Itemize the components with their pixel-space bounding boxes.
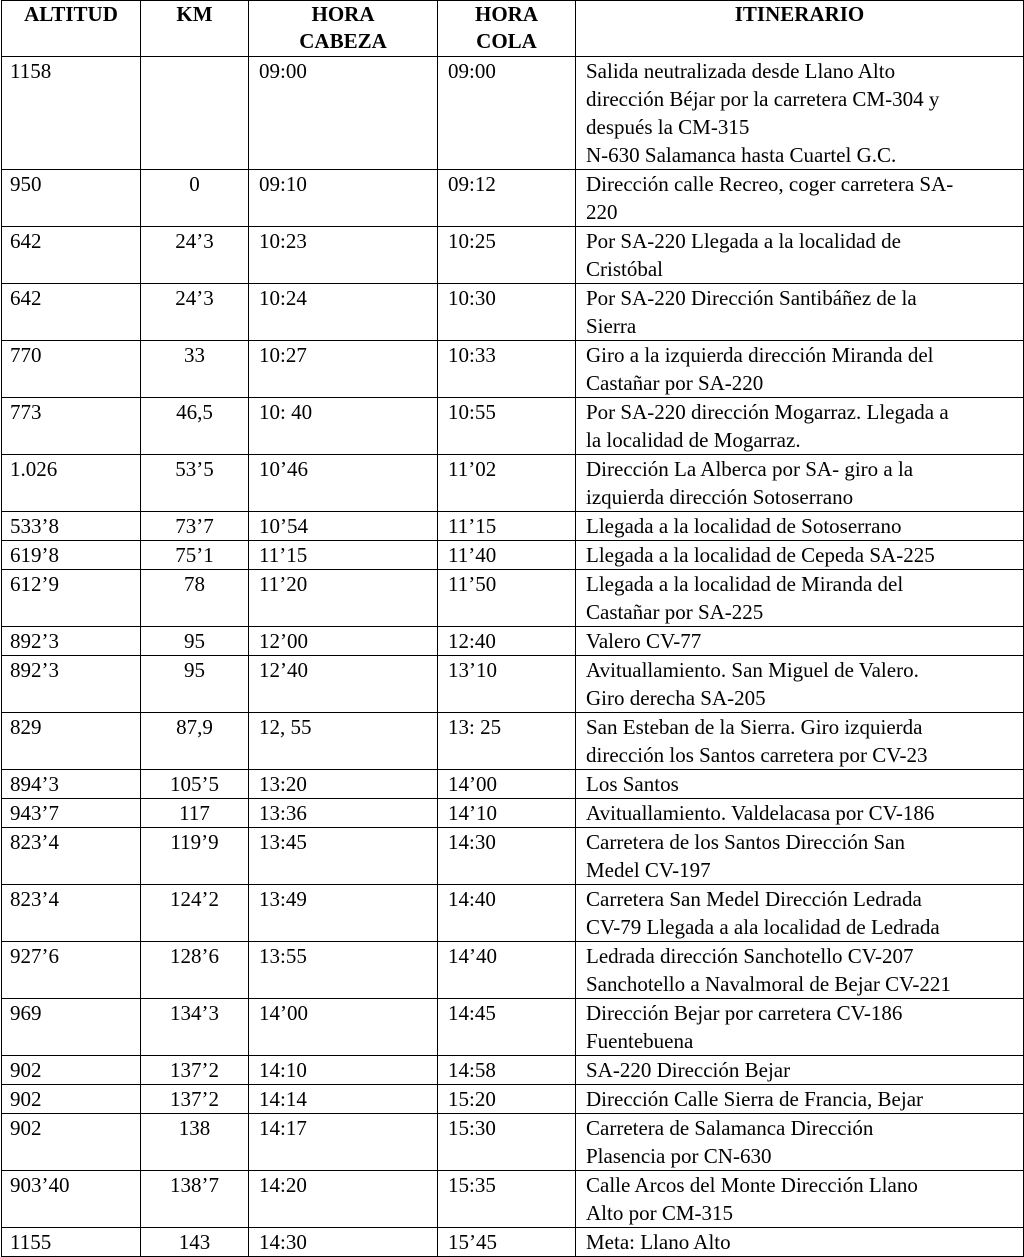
cell-itinerario: Dirección Calle Sierra de Francia, Bejar [576, 1085, 1024, 1114]
cell-itinerario: Carretera de Salamanca Dirección Plasencia por CN-630 [576, 1114, 1024, 1171]
table-row [2, 541, 1024, 570]
cell-hora-cola: 14’10 [438, 799, 576, 828]
cell-hora-cabeza: 14:10 [249, 1056, 438, 1085]
table-row [2, 799, 1024, 828]
table-row [2, 1171, 1024, 1228]
cell-altitud: 892’3 [2, 656, 141, 713]
cell-hora-cola: 11’50 [438, 570, 576, 627]
cell-hora-cabeza: 09:00 [249, 57, 438, 170]
cell-altitud: 1155 [2, 1228, 141, 1257]
table-row [2, 398, 1024, 455]
cell-km: 0 [141, 170, 249, 227]
cell-altitud: 612’9 [2, 570, 141, 627]
cell-km [141, 57, 249, 170]
cell-hora-cabeza: 10’46 [249, 455, 438, 512]
cell-hora-cabeza: 14:30 [249, 1228, 438, 1257]
cell-hora-cabeza: 12’00 [249, 627, 438, 656]
cell-km: 53’5 [141, 455, 249, 512]
cell-altitud: 902 [2, 1085, 141, 1114]
cell-km: 95 [141, 627, 249, 656]
cell-km: 24’3 [141, 284, 249, 341]
cell-itinerario: Dirección La Alberca por SA- giro a la izquierda dirección Sotoserrano [576, 455, 1024, 512]
cell-km: 105’5 [141, 770, 249, 799]
table-row [2, 570, 1024, 627]
cell-hora-cabeza: 12’40 [249, 656, 438, 713]
cell-itinerario: Giro a la izquierda dirección Miranda del Castañar por SA-220 [576, 341, 1024, 398]
header-hora-cola: HORA COLA [438, 1, 576, 57]
cell-km: 137’2 [141, 1085, 249, 1114]
cell-altitud: 902 [2, 1056, 141, 1085]
cell-itinerario: Por SA-220 Dirección Santibáñez de la Sierra [576, 284, 1024, 341]
cell-hora-cabeza: 10’54 [249, 512, 438, 541]
cell-itinerario: Carretera de los Santos Dirección San Medel CV-197 [576, 828, 1024, 885]
cell-itinerario: Meta: Llano Alto [576, 1228, 1024, 1257]
header-row [2, 1, 1024, 57]
cell-km: 46,5 [141, 398, 249, 455]
cell-hora-cola: 10:30 [438, 284, 576, 341]
cell-km: 119’9 [141, 828, 249, 885]
table-row [2, 57, 1024, 170]
cell-itinerario: Valero CV-77 [576, 627, 1024, 656]
cell-hora-cabeza: 14:20 [249, 1171, 438, 1228]
cell-hora-cabeza: 12, 55 [249, 713, 438, 770]
table-row [2, 227, 1024, 284]
cell-altitud: 894’3 [2, 770, 141, 799]
cell-itinerario: Avituallamiento. Valdelacasa por CV-186 [576, 799, 1024, 828]
cell-hora-cola: 11’02 [438, 455, 576, 512]
cell-km: 73’7 [141, 512, 249, 541]
cell-hora-cabeza: 10: 40 [249, 398, 438, 455]
cell-altitud: 642 [2, 227, 141, 284]
cell-altitud: 1.026 [2, 455, 141, 512]
cell-itinerario: Salida neutralizada desde Llano Alto dirección Béjar por la carretera CM-304 y después la CM-315 N-630 Salamanca hasta Cuartel G.C. [576, 57, 1024, 170]
cell-altitud: 1158 [2, 57, 141, 170]
cell-altitud: 823’4 [2, 828, 141, 885]
cell-hora-cola: 10:25 [438, 227, 576, 284]
cell-hora-cola: 14:40 [438, 885, 576, 942]
cell-km: 138’7 [141, 1171, 249, 1228]
cell-itinerario: Por SA-220 Llegada a la localidad de Cristóbal [576, 227, 1024, 284]
cell-hora-cola: 09:12 [438, 170, 576, 227]
cell-altitud: 642 [2, 284, 141, 341]
table-row [2, 284, 1024, 341]
table-row [2, 341, 1024, 398]
header-altitud: ALTITUD [2, 1, 141, 57]
cell-hora-cola: 12:40 [438, 627, 576, 656]
cell-km: 128’6 [141, 942, 249, 999]
cell-hora-cabeza: 14’00 [249, 999, 438, 1056]
cell-itinerario: Calle Arcos del Monte Dirección Llano Alto por CM-315 [576, 1171, 1024, 1228]
cell-altitud: 892’3 [2, 627, 141, 656]
cell-hora-cabeza: 13:36 [249, 799, 438, 828]
cell-km: 87,9 [141, 713, 249, 770]
cell-hora-cola: 10:33 [438, 341, 576, 398]
header-km: KM [141, 1, 249, 57]
header-itinerario: ITINERARIO [576, 1, 1024, 57]
cell-km: 117 [141, 799, 249, 828]
cell-hora-cola: 09:00 [438, 57, 576, 170]
cell-altitud: 943’7 [2, 799, 141, 828]
cell-km: 75’1 [141, 541, 249, 570]
table-row [2, 170, 1024, 227]
table-row [2, 627, 1024, 656]
cell-altitud: 903’40 [2, 1171, 141, 1228]
cell-itinerario: Los Santos [576, 770, 1024, 799]
cell-altitud: 770 [2, 341, 141, 398]
cell-altitud: 823’4 [2, 885, 141, 942]
table-row [2, 770, 1024, 799]
cell-hora-cola: 10:55 [438, 398, 576, 455]
cell-altitud: 533’8 [2, 512, 141, 541]
cell-km: 137’2 [141, 1056, 249, 1085]
cell-km: 78 [141, 570, 249, 627]
cell-altitud: 927’6 [2, 942, 141, 999]
table-row [2, 713, 1024, 770]
itinerary-table [1, 0, 1024, 1257]
cell-hora-cola: 14:58 [438, 1056, 576, 1085]
cell-hora-cola: 14:45 [438, 999, 576, 1056]
cell-hora-cola: 14’00 [438, 770, 576, 799]
cell-hora-cabeza: 14:14 [249, 1085, 438, 1114]
cell-hora-cola: 11’15 [438, 512, 576, 541]
table-row [2, 885, 1024, 942]
cell-itinerario: Por SA-220 dirección Mogarraz. Llegada a la localidad de Mogarraz. [576, 398, 1024, 455]
cell-itinerario: San Esteban de la Sierra. Giro izquierda dirección los Santos carretera por CV-23 [576, 713, 1024, 770]
cell-altitud: 829 [2, 713, 141, 770]
cell-km: 24’3 [141, 227, 249, 284]
table-body [2, 57, 1024, 1257]
cell-km: 143 [141, 1228, 249, 1257]
table-row [2, 656, 1024, 713]
table-row [2, 828, 1024, 885]
cell-itinerario: Dirección Bejar por carretera CV-186 Fuentebuena [576, 999, 1024, 1056]
cell-itinerario: Avituallamiento. San Miguel de Valero. Giro derecha SA-205 [576, 656, 1024, 713]
cell-itinerario: SA-220 Dirección Bejar [576, 1056, 1024, 1085]
cell-hora-cabeza: 13:45 [249, 828, 438, 885]
cell-km: 95 [141, 656, 249, 713]
cell-hora-cabeza: 13:49 [249, 885, 438, 942]
cell-hora-cabeza: 11’15 [249, 541, 438, 570]
cell-km: 138 [141, 1114, 249, 1171]
cell-hora-cabeza: 10:24 [249, 284, 438, 341]
table-row [2, 1056, 1024, 1085]
cell-km: 33 [141, 341, 249, 398]
cell-hora-cola: 13: 25 [438, 713, 576, 770]
table-row [2, 999, 1024, 1056]
table-row [2, 1228, 1024, 1257]
cell-itinerario: Carretera San Medel Dirección Ledrada CV-79 Llegada a ala localidad de Ledrada [576, 885, 1024, 942]
cell-hora-cabeza: 09:10 [249, 170, 438, 227]
cell-hora-cabeza: 10:23 [249, 227, 438, 284]
cell-hora-cola: 15:35 [438, 1171, 576, 1228]
cell-itinerario: Llegada a la localidad de Cepeda SA-225 [576, 541, 1024, 570]
cell-itinerario: Ledrada dirección Sanchotello CV-207 Sanchotello a Navalmoral de Bejar CV-221 [576, 942, 1024, 999]
cell-itinerario: Llegada a la localidad de Miranda del Castañar por SA-225 [576, 570, 1024, 627]
cell-altitud: 950 [2, 170, 141, 227]
table-row [2, 942, 1024, 999]
table-row [2, 512, 1024, 541]
cell-altitud: 969 [2, 999, 141, 1056]
cell-itinerario: Llegada a la localidad de Sotoserrano [576, 512, 1024, 541]
cell-hora-cabeza: 13:20 [249, 770, 438, 799]
cell-altitud: 773 [2, 398, 141, 455]
cell-hora-cola: 14’40 [438, 942, 576, 999]
cell-hora-cola: 15:30 [438, 1114, 576, 1171]
cell-altitud: 619’8 [2, 541, 141, 570]
cell-hora-cola: 11’40 [438, 541, 576, 570]
cell-hora-cabeza: 14:17 [249, 1114, 438, 1171]
cell-hora-cabeza: 13:55 [249, 942, 438, 999]
header-hora-cabeza: HORA CABEZA [249, 1, 438, 57]
cell-hora-cola: 15:20 [438, 1085, 576, 1114]
table-row [2, 1085, 1024, 1114]
table-row [2, 455, 1024, 512]
cell-hora-cola: 13’10 [438, 656, 576, 713]
cell-hora-cola: 15’45 [438, 1228, 576, 1257]
cell-km: 124’2 [141, 885, 249, 942]
cell-hora-cabeza: 11’20 [249, 570, 438, 627]
cell-itinerario: Dirección calle Recreo, coger carretera SA- 220 [576, 170, 1024, 227]
cell-hora-cola: 14:30 [438, 828, 576, 885]
cell-hora-cabeza: 10:27 [249, 341, 438, 398]
table-row [2, 1114, 1024, 1171]
cell-altitud: 902 [2, 1114, 141, 1171]
cell-km: 134’3 [141, 999, 249, 1056]
